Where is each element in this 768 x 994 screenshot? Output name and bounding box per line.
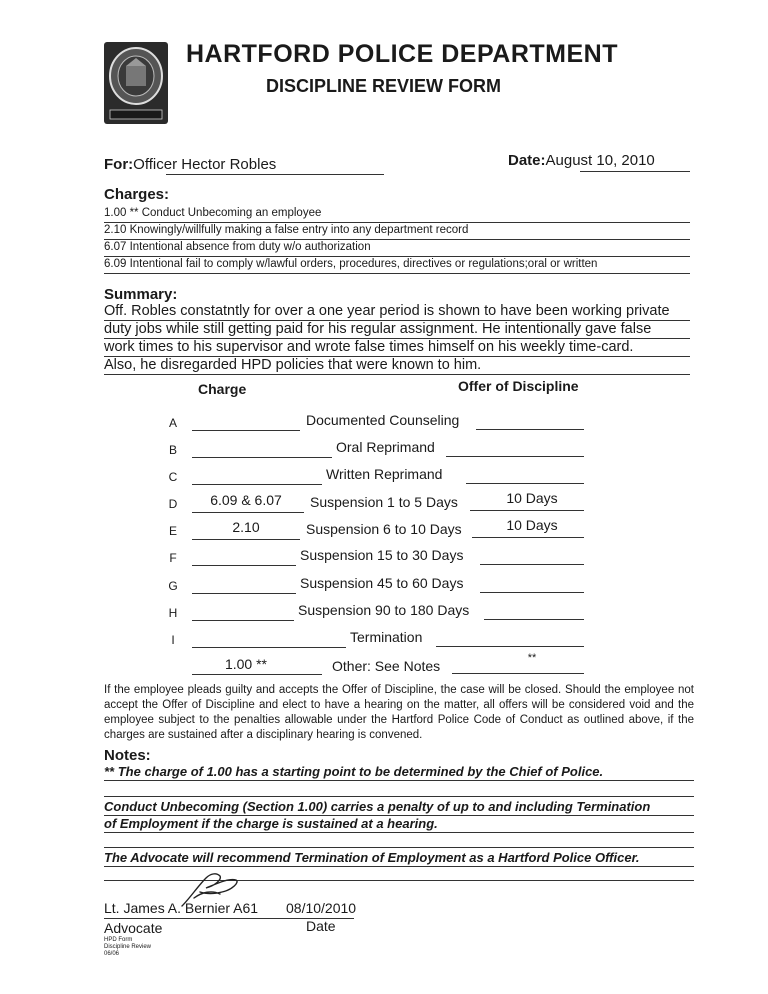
note-rule (104, 832, 694, 833)
row-offer: Other: See Notes (332, 658, 441, 674)
row-days: 10 Days (506, 517, 558, 533)
signature-date: 08/10/2010 (286, 900, 357, 916)
row-letter: A (168, 416, 177, 430)
summary-line: Also, he disregarded HPD policies that were known to him. (104, 356, 690, 375)
row-letter: E (168, 524, 177, 538)
row-letter: I (171, 633, 175, 647)
row-offer: Suspension 15 to 30 Days (300, 547, 464, 563)
summary-line: duty jobs while still getting paid for his regular assignment. He intentionally gave false (104, 320, 690, 339)
note-line: ** The charge of 1.00 has a starting point to be determined by the Chief of Police. (104, 764, 604, 779)
row-offer: Suspension 45 to 60 Days (300, 575, 464, 591)
charge-blank (192, 565, 296, 566)
note-rule (104, 780, 694, 781)
days-blank (484, 619, 584, 620)
date-label: Date: (508, 152, 546, 169)
charge-blank (192, 647, 346, 648)
row-letter: G (168, 579, 178, 593)
row-offer: Termination (350, 629, 423, 645)
days-blank (480, 564, 584, 565)
days-blank (436, 646, 584, 647)
charge-blank (192, 539, 300, 540)
charge-column-header: Charge (198, 381, 247, 397)
for-label: For: (104, 156, 134, 173)
row-letter: D (168, 497, 178, 511)
row-offer: Documented Counseling (306, 412, 460, 428)
row-days: ** (527, 652, 537, 664)
summary-line: Off. Robles constatntly for over a one year period is shown to have been working private (104, 302, 690, 321)
note-rule (104, 847, 694, 848)
note-rule (104, 866, 694, 867)
row-letter: F (169, 551, 177, 565)
row-letter: C (168, 470, 178, 484)
row-offer: Suspension 1 to 5 Days (310, 494, 458, 510)
instructions-paragraph: If the employee pleads guilty and accepts the Offer of Discipline, the case will be closed. Should the employee not accept the Offer of Discipline and elect to have a hearing on the matter, all offers will be considered void and the employee subject to the penalties allowable under the Hartford Police Code of Conduct as outlined above, if the charges are sustained after a disciplinary hearing is convened. (104, 684, 694, 741)
charge-blank (192, 674, 322, 675)
row-letter: H (168, 606, 178, 620)
charge-blank (192, 620, 294, 621)
row-offer: Written Reprimand (326, 466, 443, 482)
charge-blank (192, 593, 296, 594)
summary-heading: Summary: (104, 286, 178, 303)
signer-role: Advocate (104, 920, 163, 936)
charge-blank (192, 430, 300, 431)
for-value: Officer Hector Robles (133, 156, 277, 173)
row-charge: 2.10 (232, 519, 260, 535)
date-underline (580, 171, 690, 172)
form-code-line: Discipline Review (104, 944, 152, 950)
days-blank (476, 429, 584, 430)
note-rule (104, 796, 694, 797)
row-offer: Suspension 6 to 10 Days (306, 521, 462, 537)
signer-name: Lt. James A. Bernier A61 (104, 900, 259, 916)
note-line: Conduct Unbecoming (Section 1.00) carries a penalty of up to and including Termination (104, 799, 651, 814)
department-title: HARTFORD POLICE DEPARTMENT (186, 40, 618, 68)
charge-blank (192, 512, 304, 513)
summary-line: work times to his supervisor and wrote false times himself on his weekly time-card. (104, 338, 690, 357)
days-blank (452, 673, 584, 674)
notes-heading: Notes: (104, 747, 151, 764)
form-code-line: 06/06 (104, 951, 120, 957)
charge-item: 1.00 ** Conduct Unbecoming an employee (104, 206, 690, 223)
days-blank (470, 510, 584, 511)
days-blank (446, 456, 584, 457)
charge-item: 2.10 Knowingly/willfully making a false entry into any department record (104, 223, 690, 240)
row-days: 10 Days (506, 490, 558, 506)
for-field (104, 156, 276, 173)
form-title: DISCIPLINE REVIEW FORM (266, 76, 502, 96)
days-blank (472, 537, 584, 538)
charges-heading: Charges: (104, 186, 170, 203)
charge-item: 6.09 Intentional fail to comply w/lawful orders, procedures, directives or regulations;oral or written (104, 257, 690, 274)
date-label: Date (306, 918, 336, 934)
row-letter: B (168, 443, 177, 457)
row-charge: 1.00 ** (224, 656, 268, 672)
row-charge: 6.09 & 6.07 (210, 492, 282, 508)
row-offer: Suspension 90 to 180 Days (298, 602, 470, 618)
days-blank (480, 592, 584, 593)
date-value: August 10, 2010 (545, 152, 655, 169)
department-seal-logo (104, 42, 168, 124)
note-line: The Advocate will recommend Termination of Employment as a Hartford Police Officer. (104, 850, 640, 865)
charge-item: 6.07 Intentional absence from duty w/o authorization (104, 240, 690, 257)
offer-column-header: Offer of Discipline (458, 378, 579, 394)
charge-blank (192, 457, 332, 458)
for-underline (166, 174, 384, 175)
date-field (508, 152, 655, 169)
form-code-line: HPD Form (104, 937, 133, 943)
days-blank (466, 483, 584, 484)
note-line: of Employment if the charge is sustained at a hearing. (104, 816, 438, 831)
row-offer: Oral Reprimand (336, 439, 435, 455)
charge-blank (192, 484, 322, 485)
